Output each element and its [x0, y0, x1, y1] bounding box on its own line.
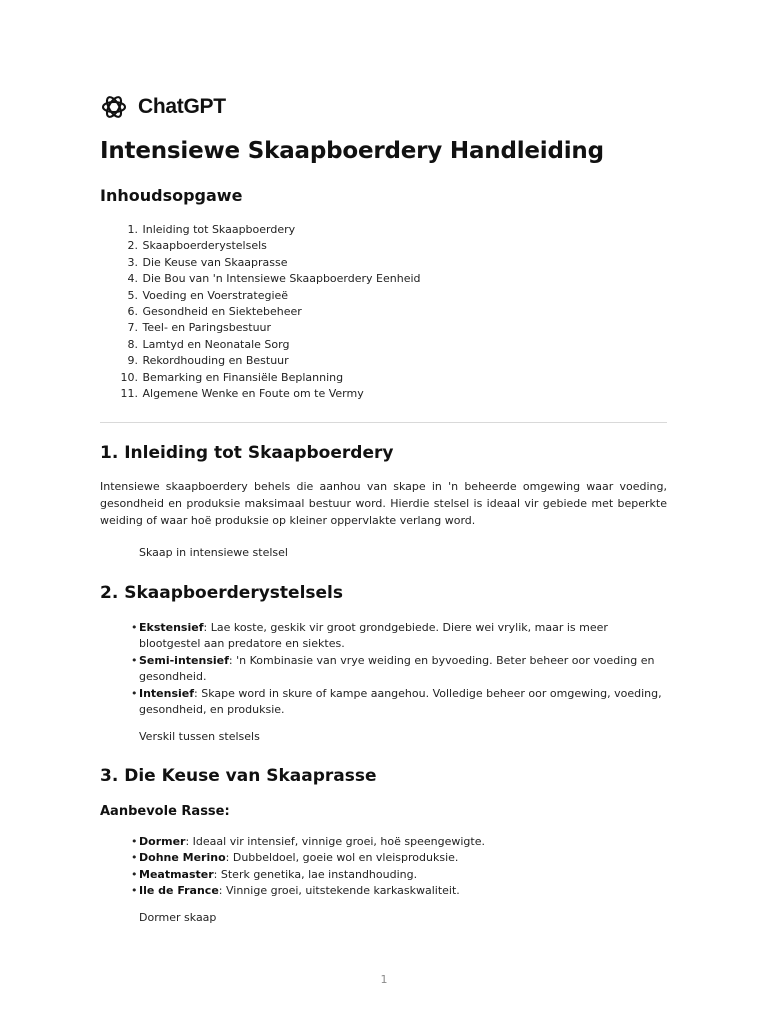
list-item: • Meatmaster: Sterk genetika, lae instandhouding. [100, 867, 667, 883]
document-title: Intensiewe Skaapboerdery Handleiding [100, 138, 604, 164]
section-2-image-caption: Verskil tussen stelsels [139, 730, 260, 743]
section-3-image-caption: Dormer skaap [139, 911, 217, 924]
brand-name: ChatGPT [138, 95, 226, 118]
toc-item: 8. Lamtyd en Neonatale Sorg [127, 337, 290, 351]
section-2-heading: 2. Skaapboerderystelsels [100, 583, 343, 603]
toc-item: 4. Die Bou van 'n Intensiewe Skaapboerdery Eenheid [127, 272, 421, 286]
section-3-heading: 3. Die Keuse van Skaaprasse [100, 766, 377, 786]
toc-item: 1. Inleiding tot Skaapboerdery [127, 223, 296, 236]
list-item: • Ekstensief: Lae koste, geskik vir groot grondgebiede. Diere wei vrylik, maar is meer blootgestel aan predatore en siektes. [100, 620, 667, 653]
toc-item: 7. Teel- en Paringsbestuur [127, 321, 272, 335]
toc-item: 10. Bemarking en Finansiële Beplanning [120, 370, 344, 384]
list-item: • Dohne Merino: Dubbeldoel, goeie wol en vleisproduksie. [100, 850, 667, 866]
list-item: • Dormer: Ideaal vir intensief, vinnige groei, hoë speengewigte. [100, 834, 667, 850]
recommended-breeds-subheading: Aanbevole Rasse: [100, 804, 230, 819]
toc-heading: Inhoudsopgawe [100, 186, 243, 205]
section-divider [100, 422, 667, 423]
table-of-contents [100, 222, 421, 402]
toc-item: 11. Algemene Wenke en Foute om te Vermy [120, 386, 364, 400]
section-1-body: Intensiewe skaapboerdery behels die aanhou van skape in 'n beheerde omgewing waar voeding, gesondheid en produksie maksimaal bestuur word. Hierdie stelsel is ideaal vir gebiede met beperkte weiding of waar hoë produksie op kleiner oppervlakte verlang word. [100, 480, 667, 527]
farming-systems-list [100, 620, 667, 718]
toc-item: 9. Rekordhouding en Bestuur [127, 354, 289, 368]
toc-item: 3. Die Keuse van Skaaprasse [127, 255, 288, 269]
list-item: • Intensief: Skape word in skure of kampe aangehou. Volledige beheer oor omgewing, voeding, gesondheid, en produksie. [100, 686, 667, 719]
breeds-list [100, 834, 667, 900]
toc-item: 5. Voeding en Voerstrategieë [127, 288, 289, 302]
list-item: • Semi-intensief: 'n Kombinasie van vrye weiding en byvoeding. Beter beheer oor voeding en gesondheid. [100, 653, 667, 686]
section-1-image-caption: Skaap in intensiewe stelsel [139, 546, 288, 559]
toc-item: 2. Skaapboerderystelsels [127, 239, 267, 253]
brand-header [100, 93, 226, 121]
openai-logo-icon [100, 93, 128, 121]
page-number: 1 [380, 973, 388, 986]
document-page [100, 0, 667, 1024]
section-1-heading: 1. Inleiding tot Skaapboerdery [100, 443, 394, 463]
toc-item: 6. Gesondheid en Siektebeheer [127, 304, 302, 318]
list-item: • Ile de France: Vinnige groei, uitstekende karkaskwaliteit. [100, 883, 667, 899]
